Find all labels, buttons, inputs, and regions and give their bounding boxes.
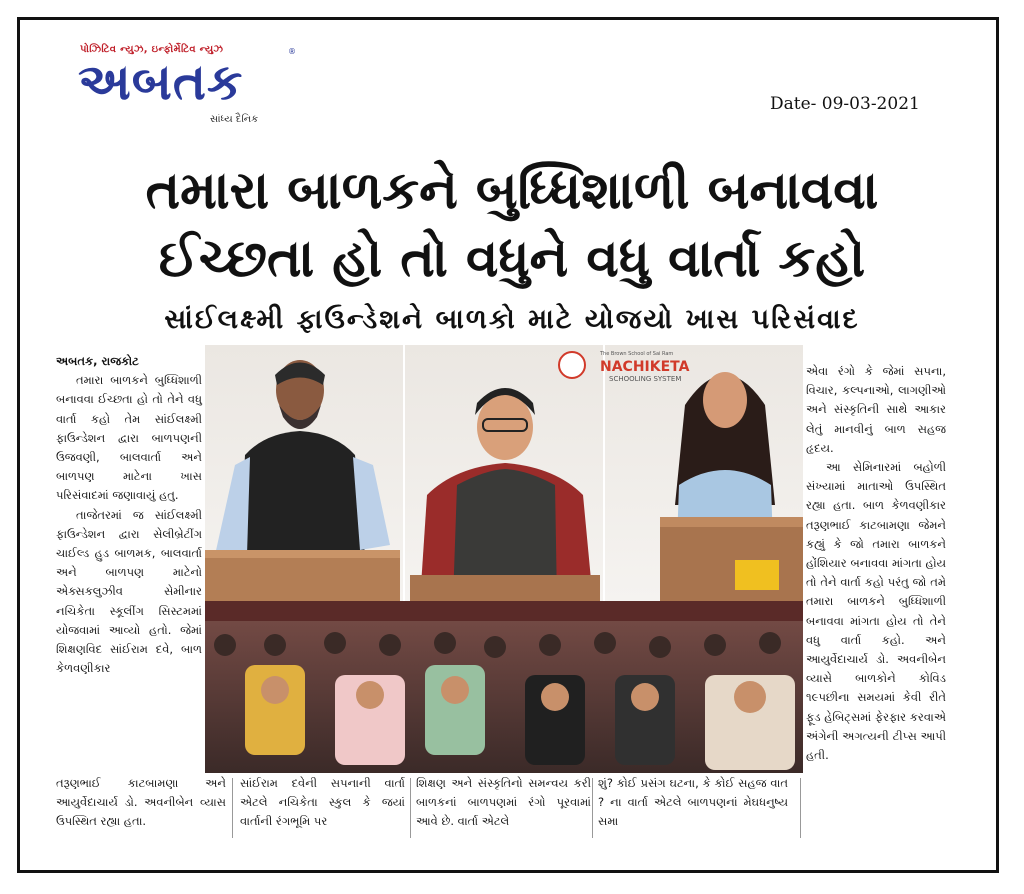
article-paragraph: એવા રંગો કે જેમાં સપના, વિચાર, કલ્પનાઓ, લાગણીઓ અને સંસ્કૃતિની સાથે આકાર લેતું માનવીનું બાળ સહજ હૃદય. bbox=[806, 364, 946, 455]
column-divider bbox=[232, 778, 233, 838]
masthead-logo: અબતક bbox=[78, 53, 244, 111]
headline-line-1: તમારા બાળકને બુધ્ધિશાળી બનાવવા bbox=[145, 161, 879, 221]
article-paragraph: તાજેતરમાં જ સાંઈલક્ષ્મી ફાઉન્ડેશન દ્વારા સેલીબ્રેટીંગ ચાઈલ્ડ હુડ બાળમક, બાલવાર્તા અને બાળપણ માટેનો એક્સકલુઝીવ સેમીનાર નચિકેતા સ્કૂલીંગ સિસ્ટમમાં યોજવામાં આવ્યો હતો. જેમાં શિક્ષણવિદ સાંઈરામ દવે, બાળ કેળવણીકાર bbox=[56, 507, 202, 676]
headline-line-2: ઈચ્છતા હો તો વધુને વધુ વાર્તા કહો bbox=[158, 229, 866, 289]
registered-mark: ® bbox=[288, 47, 296, 56]
column-divider bbox=[592, 778, 593, 838]
column-divider bbox=[410, 778, 411, 838]
banner-subtitle: SCHOOLING SYSTEM bbox=[609, 375, 682, 383]
subheadline: સાંઈલક્ષ્મી ફાઉન્ડેશને બાળકો માટે યોજયો ખાસ પરિસંવાદ bbox=[164, 304, 860, 335]
masthead-edition: સાંધ્ય દૈનિક bbox=[210, 114, 259, 125]
column-divider bbox=[800, 778, 801, 838]
article-paragraph: આ સેમિનારમાં બહોળી સંખ્યામાં માતાઓ ઉપસ્થિત રહ્યા હતા. બાળ કેળવણીકાર તરૂણભાઈ કાટબામણા જેમને કહ્યું કે જો તમારા બાળકને હોંશિયાર બનાવવા માંગતા હોય તો તેને વાર્તા કહો પરંતુ જો તમે તમારા બાળકને બુધ્ધિશાળી બનાવવા માંગતા હોય તો તેને વધુ વાર્તા કહો. અને આયુર્વેદાચાર્ય ડો. અવનીબેન વ્યાસે બાળકોને કોવિડ ૧૯પછીના સમયમાં કેવી રીતે ફૂડ હેબિટ્સમાં ફેરફાર કરવાએ અંગેની અગત્યની ટીપ્સ આપી હતી. bbox=[806, 460, 946, 763]
event-photo-illustration bbox=[205, 345, 803, 773]
article-column-left bbox=[56, 352, 202, 780]
article-paragraph: તમારા બાળકને બુધ્ધિશાળી બનાવવા ઈચ્છતા હો તો તેને વધુ વાર્તા કહો તેમ સાંઈલક્ષ્મી ફાઉન્ડેશન દ્વારા બાળપણની ઉજવણી, બાલવાર્તા અને બાળપણ માટેના ખાસ પરિસંવાદમાં જણાવાયું હતુ. bbox=[56, 373, 202, 503]
banner-brand: NACHIKETA bbox=[600, 359, 690, 375]
publication-date: Date- 09-03-2021 bbox=[770, 94, 920, 114]
article-bottom-column-4: શું? કોઈ પ્રસંગ ઘટના, કે કોઈ સહજ વાત ? ના વાર્તા એટલે બાળપણનાં મેઘધનુષ્ય સમા bbox=[598, 776, 788, 829]
article-bottom-column-3: શિક્ષણ અને સંસ્કૃતિનો સમન્વય કરી બાળકનાં બાળપણમાં રંગો પૂરવામાં આવે છે. વાર્તા એટલે bbox=[416, 776, 591, 829]
article-bottom-column-1: તરૂણભાઈ કાટબામણા અને આયુર્વેદાચાર્ય ડો. અવનીબેન વ્યાસ ઉપસ્થિત રહ્યા હતા. bbox=[56, 776, 226, 829]
banner-top-text: The Brown School of Sai Ram bbox=[600, 351, 674, 357]
article-bottom-column-2: સાંઈરામ દવેની સપનાની વાર્તા એટલે નચિકેતા સ્કુલ કે જયાં વાર્તાની રંગભૂમિ પર bbox=[240, 776, 405, 829]
article-dateline: અબતક, રાજકોટ bbox=[56, 354, 139, 368]
article-column-right bbox=[806, 362, 946, 838]
event-photo bbox=[205, 345, 803, 773]
masthead-tagline: પોઝિટિવ ન્યુઝ, ઇન્ફોર્મેટિવ ન્યુઝ bbox=[80, 44, 224, 55]
